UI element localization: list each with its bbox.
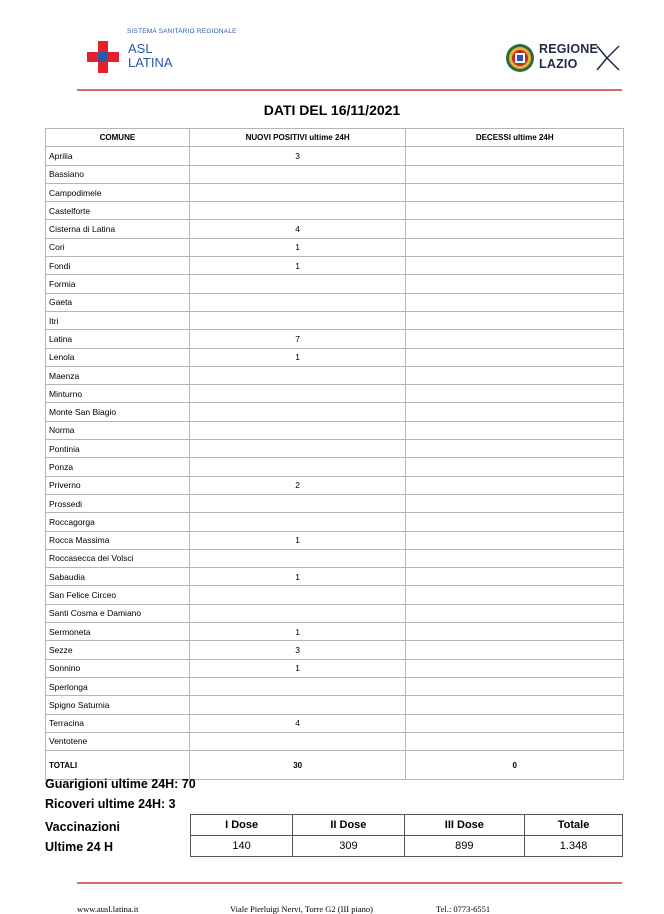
asl-subtitle: SISTEMA SANITARIO REGIONALE	[127, 28, 237, 35]
document-title: DATI DEL 16/11/2021	[263, 102, 401, 118]
decessi-cell	[406, 403, 624, 421]
nuovi-positivi-cell	[189, 403, 406, 421]
decessi-cell	[406, 732, 624, 750]
table-row	[46, 531, 624, 549]
table-row	[46, 677, 624, 695]
regione-lazio-logo	[505, 40, 620, 76]
comune-cell: Rocca Massima	[46, 531, 190, 549]
table-row	[46, 440, 624, 458]
table-row	[46, 476, 624, 494]
asl-latina-logo	[87, 28, 237, 80]
comune-cell: Castelforte	[46, 202, 190, 220]
comune-cell: Roccagorga	[46, 513, 190, 531]
table-row	[46, 202, 624, 220]
regione-lazio-swoosh-icon	[595, 42, 621, 74]
nuovi-positivi-cell: 1	[189, 568, 406, 586]
decessi-cell	[406, 257, 624, 275]
nuovi-positivi-cell: 3	[189, 147, 406, 165]
decessi-cell	[406, 348, 624, 366]
decessi-cell	[406, 183, 624, 201]
nuovi-positivi-cell	[189, 440, 406, 458]
nuovi-positivi-cell	[189, 513, 406, 531]
table-row	[46, 330, 624, 348]
totals-nuovi-positivi: 30	[189, 751, 406, 780]
table-row	[46, 165, 624, 183]
comune-cell: Formia	[46, 275, 190, 293]
decessi-cell	[406, 366, 624, 384]
header-divider	[77, 89, 622, 91]
comune-cell: Sezze	[46, 641, 190, 659]
table-body	[46, 147, 624, 780]
table-row	[46, 366, 624, 384]
table-row	[46, 220, 624, 238]
nuovi-positivi-cell	[189, 293, 406, 311]
nuovi-positivi-cell	[189, 586, 406, 604]
totals-decessi: 0	[406, 751, 624, 780]
vaccinazioni-label: Vaccinazioni Ultime 24 H	[45, 820, 121, 854]
comune-cell: Lenola	[46, 348, 190, 366]
nuovi-positivi-cell	[189, 366, 406, 384]
decessi-cell	[406, 440, 624, 458]
table-row	[46, 275, 624, 293]
table-row	[46, 604, 624, 622]
nuovi-positivi-cell	[189, 494, 406, 512]
decessi-cell	[406, 421, 624, 439]
comune-cell: Monte San Biagio	[46, 403, 190, 421]
comune-cell: Priverno	[46, 476, 190, 494]
column-header-decessi: DECESSI ultime 24H	[406, 129, 624, 147]
table-row	[46, 568, 624, 586]
table-row	[46, 549, 624, 567]
table-row	[46, 586, 624, 604]
decessi-cell	[406, 238, 624, 256]
table-row	[46, 513, 624, 531]
decessi-cell	[406, 494, 624, 512]
table-row	[46, 238, 624, 256]
guarigioni-summary: Guarigioni ultime 24H: 70	[45, 777, 196, 791]
comune-cell: Sperlonga	[46, 677, 190, 695]
decessi-cell	[406, 714, 624, 732]
comune-cell: Itri	[46, 311, 190, 329]
comune-cell: Gaeta	[46, 293, 190, 311]
vaccinazioni-values-row	[191, 836, 623, 857]
totals-row	[46, 751, 624, 780]
decessi-cell	[406, 696, 624, 714]
decessi-cell	[406, 531, 624, 549]
table-header-row	[46, 129, 624, 147]
regione-lazio-name: REGIONE LAZIO	[539, 42, 599, 71]
decessi-cell	[406, 311, 624, 329]
comune-cell: Roccasecca dei Volsci	[46, 549, 190, 567]
nuovi-positivi-cell	[189, 677, 406, 695]
nuovi-positivi-cell	[189, 183, 406, 201]
comune-cell: Latina	[46, 330, 190, 348]
table-row	[46, 293, 624, 311]
decessi-cell	[406, 275, 624, 293]
nuovi-positivi-cell: 1	[189, 623, 406, 641]
decessi-cell	[406, 623, 624, 641]
footer-address: Viale Pierluigi Nervi, Torre G2 (III piano)	[230, 904, 373, 914]
nuovi-positivi-cell: 1	[189, 238, 406, 256]
nuovi-positivi-cell	[189, 311, 406, 329]
nuovi-positivi-cell	[189, 604, 406, 622]
table-row	[46, 348, 624, 366]
nuovi-positivi-cell	[189, 732, 406, 750]
nuovi-positivi-cell	[189, 696, 406, 714]
nuovi-positivi-cell: 3	[189, 641, 406, 659]
nuovi-positivi-cell: 7	[189, 330, 406, 348]
vacc-header-iii-dose: III Dose	[404, 815, 525, 836]
table-row	[46, 714, 624, 732]
comune-cell: Sermoneta	[46, 623, 190, 641]
table-row	[46, 623, 624, 641]
medical-cross-icon	[87, 41, 119, 73]
comune-cell: Spigno Saturnia	[46, 696, 190, 714]
table-row	[46, 385, 624, 403]
decessi-cell	[406, 513, 624, 531]
comune-cell: Sabaudia	[46, 568, 190, 586]
comune-cell: Bassiano	[46, 165, 190, 183]
decessi-cell	[406, 330, 624, 348]
comune-cell: San Felice Circeo	[46, 586, 190, 604]
vacc-value-i-dose: 140	[191, 836, 293, 857]
column-header-comune: COMUNE	[46, 129, 190, 147]
nuovi-positivi-cell	[189, 385, 406, 403]
comune-cell: Prossedi	[46, 494, 190, 512]
ricoveri-summary: Ricoveri ultime 24H: 3	[45, 797, 176, 811]
footer-divider	[77, 882, 622, 884]
decessi-cell	[406, 604, 624, 622]
comune-cell: Ventotene	[46, 732, 190, 750]
decessi-cell	[406, 293, 624, 311]
comune-cell: Pontinia	[46, 440, 190, 458]
comune-cell: Cori	[46, 238, 190, 256]
totals-label: TOTALI	[46, 751, 190, 780]
nuovi-positivi-cell	[189, 202, 406, 220]
comune-cell: Sonnino	[46, 659, 190, 677]
nuovi-positivi-cell	[189, 458, 406, 476]
decessi-cell	[406, 220, 624, 238]
vaccinazioni-table	[190, 814, 623, 857]
nuovi-positivi-cell: 4	[189, 714, 406, 732]
decessi-cell	[406, 641, 624, 659]
comune-cell: Fondi	[46, 257, 190, 275]
vacc-value-ii-dose: 309	[293, 836, 404, 857]
nuovi-positivi-cell: 1	[189, 348, 406, 366]
nuovi-positivi-cell	[189, 421, 406, 439]
decessi-cell	[406, 586, 624, 604]
regione-lazio-emblem-icon	[505, 42, 535, 74]
column-header-nuovi-positivi: NUOVI POSITIVI ultime 24H	[189, 129, 406, 147]
table-row	[46, 403, 624, 421]
table-row	[46, 421, 624, 439]
comune-cell: Aprilia	[46, 147, 190, 165]
asl-name: ASL LATINA	[128, 41, 173, 70]
nuovi-positivi-cell: 4	[189, 220, 406, 238]
decessi-cell	[406, 458, 624, 476]
nuovi-positivi-cell: 1	[189, 531, 406, 549]
comune-cell: Ponza	[46, 458, 190, 476]
table-row	[46, 458, 624, 476]
comune-cell: Maenza	[46, 366, 190, 384]
comune-cell: Norma	[46, 421, 190, 439]
footer-website-link[interactable]: www.ausl.latina.it	[77, 904, 139, 914]
table-row	[46, 696, 624, 714]
comune-cell: Santi Cosma e Damiano	[46, 604, 190, 622]
decessi-cell	[406, 202, 624, 220]
decessi-cell	[406, 568, 624, 586]
decessi-cell	[406, 476, 624, 494]
table-row	[46, 732, 624, 750]
nuovi-positivi-cell: 2	[189, 476, 406, 494]
decessi-cell	[406, 165, 624, 183]
decessi-cell	[406, 549, 624, 567]
decessi-cell	[406, 677, 624, 695]
nuovi-positivi-cell	[189, 275, 406, 293]
vacc-header-totale: Totale	[525, 815, 623, 836]
decessi-cell	[406, 147, 624, 165]
vacc-value-totale: 1.348	[525, 836, 623, 857]
table-row	[46, 311, 624, 329]
comune-cell: Terracina	[46, 714, 190, 732]
table-row	[46, 147, 624, 165]
table-row	[46, 659, 624, 677]
table-row	[46, 641, 624, 659]
table-row	[46, 183, 624, 201]
vacc-value-iii-dose: 899	[404, 836, 525, 857]
comune-cell: Campodimele	[46, 183, 190, 201]
nuovi-positivi-cell: 1	[189, 659, 406, 677]
vacc-header-i-dose: I Dose	[191, 815, 293, 836]
comune-cell: Minturno	[46, 385, 190, 403]
comune-cell: Cisterna di Latina	[46, 220, 190, 238]
vaccinazioni-header-row	[191, 815, 623, 836]
nuovi-positivi-cell	[189, 549, 406, 567]
decessi-cell	[406, 659, 624, 677]
decessi-cell	[406, 385, 624, 403]
nuovi-positivi-cell	[189, 165, 406, 183]
table-row	[46, 257, 624, 275]
nuovi-positivi-cell: 1	[189, 257, 406, 275]
vacc-header-ii-dose: II Dose	[293, 815, 404, 836]
footer-phone: Tel.: 0773-6551	[436, 904, 491, 914]
table-row	[46, 494, 624, 512]
covid-data-table	[45, 128, 624, 780]
